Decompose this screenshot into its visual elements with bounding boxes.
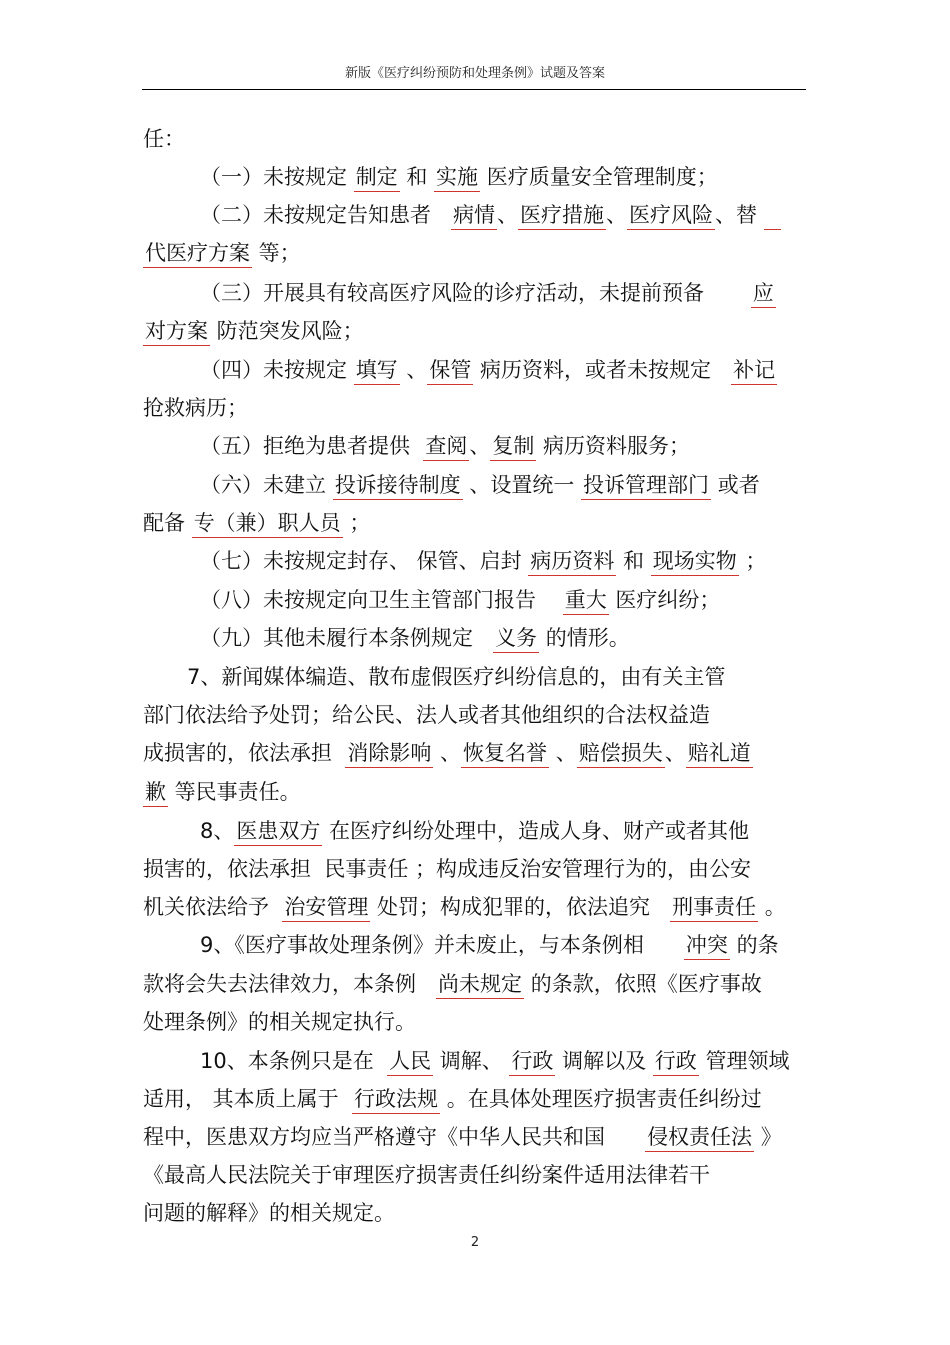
line-text: ； — [738, 549, 767, 573]
line-text: 病历资料服务； — [536, 434, 691, 458]
text-line — [187, 662, 725, 692]
line-text: （三）开展具有较高医疗风险的诊疗活动，未提前预备 — [200, 281, 751, 305]
answer-blank: 投诉接待制度 — [333, 471, 463, 500]
line-text: 调解、 — [433, 1049, 510, 1073]
line-text: 等民事责任。 — [168, 780, 301, 804]
text-line — [200, 546, 766, 576]
line-text: ； — [342, 511, 371, 535]
answer-blank: 赔偿损失 — [577, 739, 665, 768]
line-text: 处罚；构成犯罪的，依法追究 — [370, 895, 671, 919]
line-text: （九）其他未履行本条例规定 — [200, 626, 494, 650]
answer-blank: 实施 — [434, 163, 480, 192]
answer-blank: 医患双方 — [234, 817, 322, 846]
text-line — [200, 162, 718, 192]
answer-blank: 对方案 — [143, 317, 210, 346]
answer-blank: 填写 — [354, 356, 400, 385]
text-line — [143, 508, 370, 538]
answer-blank: 应 — [751, 279, 776, 308]
line-text: 管理领域 — [698, 1049, 790, 1073]
line-text: 、 — [664, 741, 686, 765]
answer-blank: 人民 — [387, 1047, 433, 1076]
text-line — [143, 1007, 416, 1037]
line-text: 成损害的，依法承担 — [143, 741, 346, 765]
text-line — [200, 930, 779, 960]
line-text: 和 — [616, 549, 651, 573]
line-text: 、 — [399, 358, 428, 382]
answer-blank: 制定 — [354, 163, 400, 192]
line-text: 和 — [399, 165, 435, 189]
answer-blank: 医疗措施 — [518, 201, 606, 230]
answer-blank: 恢复名誉 — [461, 739, 549, 768]
answer-blank: 行政 — [509, 1047, 555, 1076]
line-text: （五）拒绝为患者提供 — [200, 434, 424, 458]
text-line — [143, 1084, 762, 1114]
text-line — [143, 777, 301, 807]
text-line — [200, 355, 777, 385]
line-text: （六）未建立 — [200, 473, 333, 497]
answer-blank: 义务 — [493, 624, 539, 653]
answer-blank: 重大 — [563, 586, 609, 615]
line-text: 处理条例》的相关规定执行。 — [143, 1010, 416, 1034]
answer-blank: 补记 — [731, 356, 777, 385]
text-line — [200, 278, 776, 308]
answer-blank: 行政法规 — [352, 1085, 440, 1114]
line-text: 的情形。 — [539, 626, 630, 650]
line-text: （二）未按规定告知患者 — [200, 203, 452, 227]
line-text: 程中，医患双方均应当严格遵守《中华人民共和国 — [143, 1125, 646, 1149]
answer-blank: 冲突 — [684, 931, 730, 960]
answer-blank: 治安管理 — [282, 893, 370, 922]
line-text: 、 — [497, 203, 519, 227]
text-line — [143, 1198, 395, 1228]
text-line — [143, 738, 753, 768]
text-line — [200, 431, 690, 461]
running-header: 新版《医疗纠纷预防和处理条例》试题及答案 — [344, 66, 605, 81]
line-text: 防范突发风险； — [210, 319, 364, 343]
answer-blank: 查阅 — [423, 432, 469, 461]
text-line — [143, 700, 710, 730]
line-text: 配备 — [143, 511, 192, 535]
answer-blank: 歉 — [143, 778, 168, 807]
answer-blank: 侵权责任法 — [645, 1123, 754, 1152]
text-line — [143, 316, 364, 346]
line-text: （七）未按规定封存、 保管、启封 — [200, 549, 529, 573]
text-line — [143, 124, 185, 154]
line-text: 9、《医疗事故处理条例》并未废止，与本条例相 — [200, 933, 684, 957]
text-line — [143, 892, 786, 922]
line-text: 。 — [758, 895, 786, 919]
line-text: 的条款，依照《医疗事故 — [524, 972, 762, 996]
answer-blank: 投诉管理部门 — [581, 471, 711, 500]
text-line — [200, 200, 781, 230]
answer-blank — [764, 201, 781, 230]
line-text: （一）未按规定 — [200, 165, 354, 189]
line-text: 、 — [433, 741, 462, 765]
text-line — [200, 1046, 789, 1076]
page-number: 2 — [470, 1235, 480, 1250]
text-line — [143, 1160, 710, 1190]
line-text: 或者 — [711, 473, 760, 497]
line-text: 病历资料，或者未按规定 — [473, 358, 732, 382]
line-text: 问题的解释》的相关规定。 — [143, 1201, 395, 1225]
text-line — [200, 470, 760, 500]
line-text: 、 — [549, 741, 577, 765]
line-text: 等； — [252, 241, 301, 265]
answer-blank: 现场实物 — [651, 547, 739, 576]
answer-blank: 赔礼道 — [686, 739, 753, 768]
line-text: 机关依法给予 — [143, 895, 283, 919]
line-text: 部门依法给予处罚；给公民、法人或者其他组织的合法权益造 — [143, 703, 710, 727]
text-line — [200, 585, 720, 615]
answer-blank: 专（兼）职人员 — [192, 509, 343, 538]
line-text: 8、 — [200, 819, 235, 843]
text-line — [143, 854, 751, 884]
line-text: 、 — [469, 434, 491, 458]
line-text: 款将会失去法律效力，本条例 — [143, 972, 437, 996]
answer-blank: 病情 — [451, 201, 497, 230]
line-text: 任： — [143, 127, 185, 151]
answer-blank: 代医疗方案 — [143, 239, 252, 268]
text-line — [200, 816, 749, 846]
line-text: 。在具体处理医疗损害责任纠纷过 — [440, 1087, 762, 1111]
answer-blank: 保管 — [427, 356, 473, 385]
answer-blank: 医疗风险 — [627, 201, 715, 230]
answer-blank: 病历资料 — [528, 547, 616, 576]
answer-blank: 刑事责任 — [670, 893, 758, 922]
text-line — [143, 393, 248, 423]
answer-blank: 尚未规定 — [436, 970, 524, 999]
text-line — [143, 1122, 782, 1152]
line-text: （四）未按规定 — [200, 358, 354, 382]
header-divider — [142, 89, 806, 90]
line-text: 医疗质量安全管理制度； — [480, 165, 718, 189]
answer-blank: 消除影响 — [345, 739, 433, 768]
line-text: （八）未按规定向卫生主管部门报告 — [200, 588, 563, 612]
line-text: 、替 — [715, 203, 764, 227]
line-text: 在医疗纠纷处理中，造成人身、财产或者其他 — [322, 819, 750, 843]
line-text: 适用， 其本质上属于 — [143, 1087, 353, 1111]
line-text: 10、本条例只是在 — [200, 1049, 388, 1073]
text-line — [200, 623, 630, 653]
text-line — [143, 238, 301, 268]
line-text: 损害的，依法承担 民事责任 ；构成违反治安管理行为的，由公安 — [143, 857, 752, 881]
line-text: 、设置统一 — [462, 473, 582, 497]
line-text: 《最高人民法院关于审理医疗损害责任纠纷案件适用法律若干 — [143, 1163, 710, 1187]
line-text: 》 — [754, 1125, 782, 1149]
line-text: 调解以及 — [555, 1049, 653, 1073]
line-text: 抢救病历； — [143, 396, 248, 420]
line-text: 7、新闻媒体编造、散布虚假医疗纠纷信息的，由有关主管 — [187, 665, 726, 689]
line-text: 、 — [606, 203, 628, 227]
answer-blank: 行政 — [653, 1047, 699, 1076]
line-text: 的条 — [729, 933, 779, 957]
text-line — [143, 969, 762, 999]
answer-blank: 复制 — [490, 432, 536, 461]
line-text: 医疗纠纷； — [608, 588, 721, 612]
